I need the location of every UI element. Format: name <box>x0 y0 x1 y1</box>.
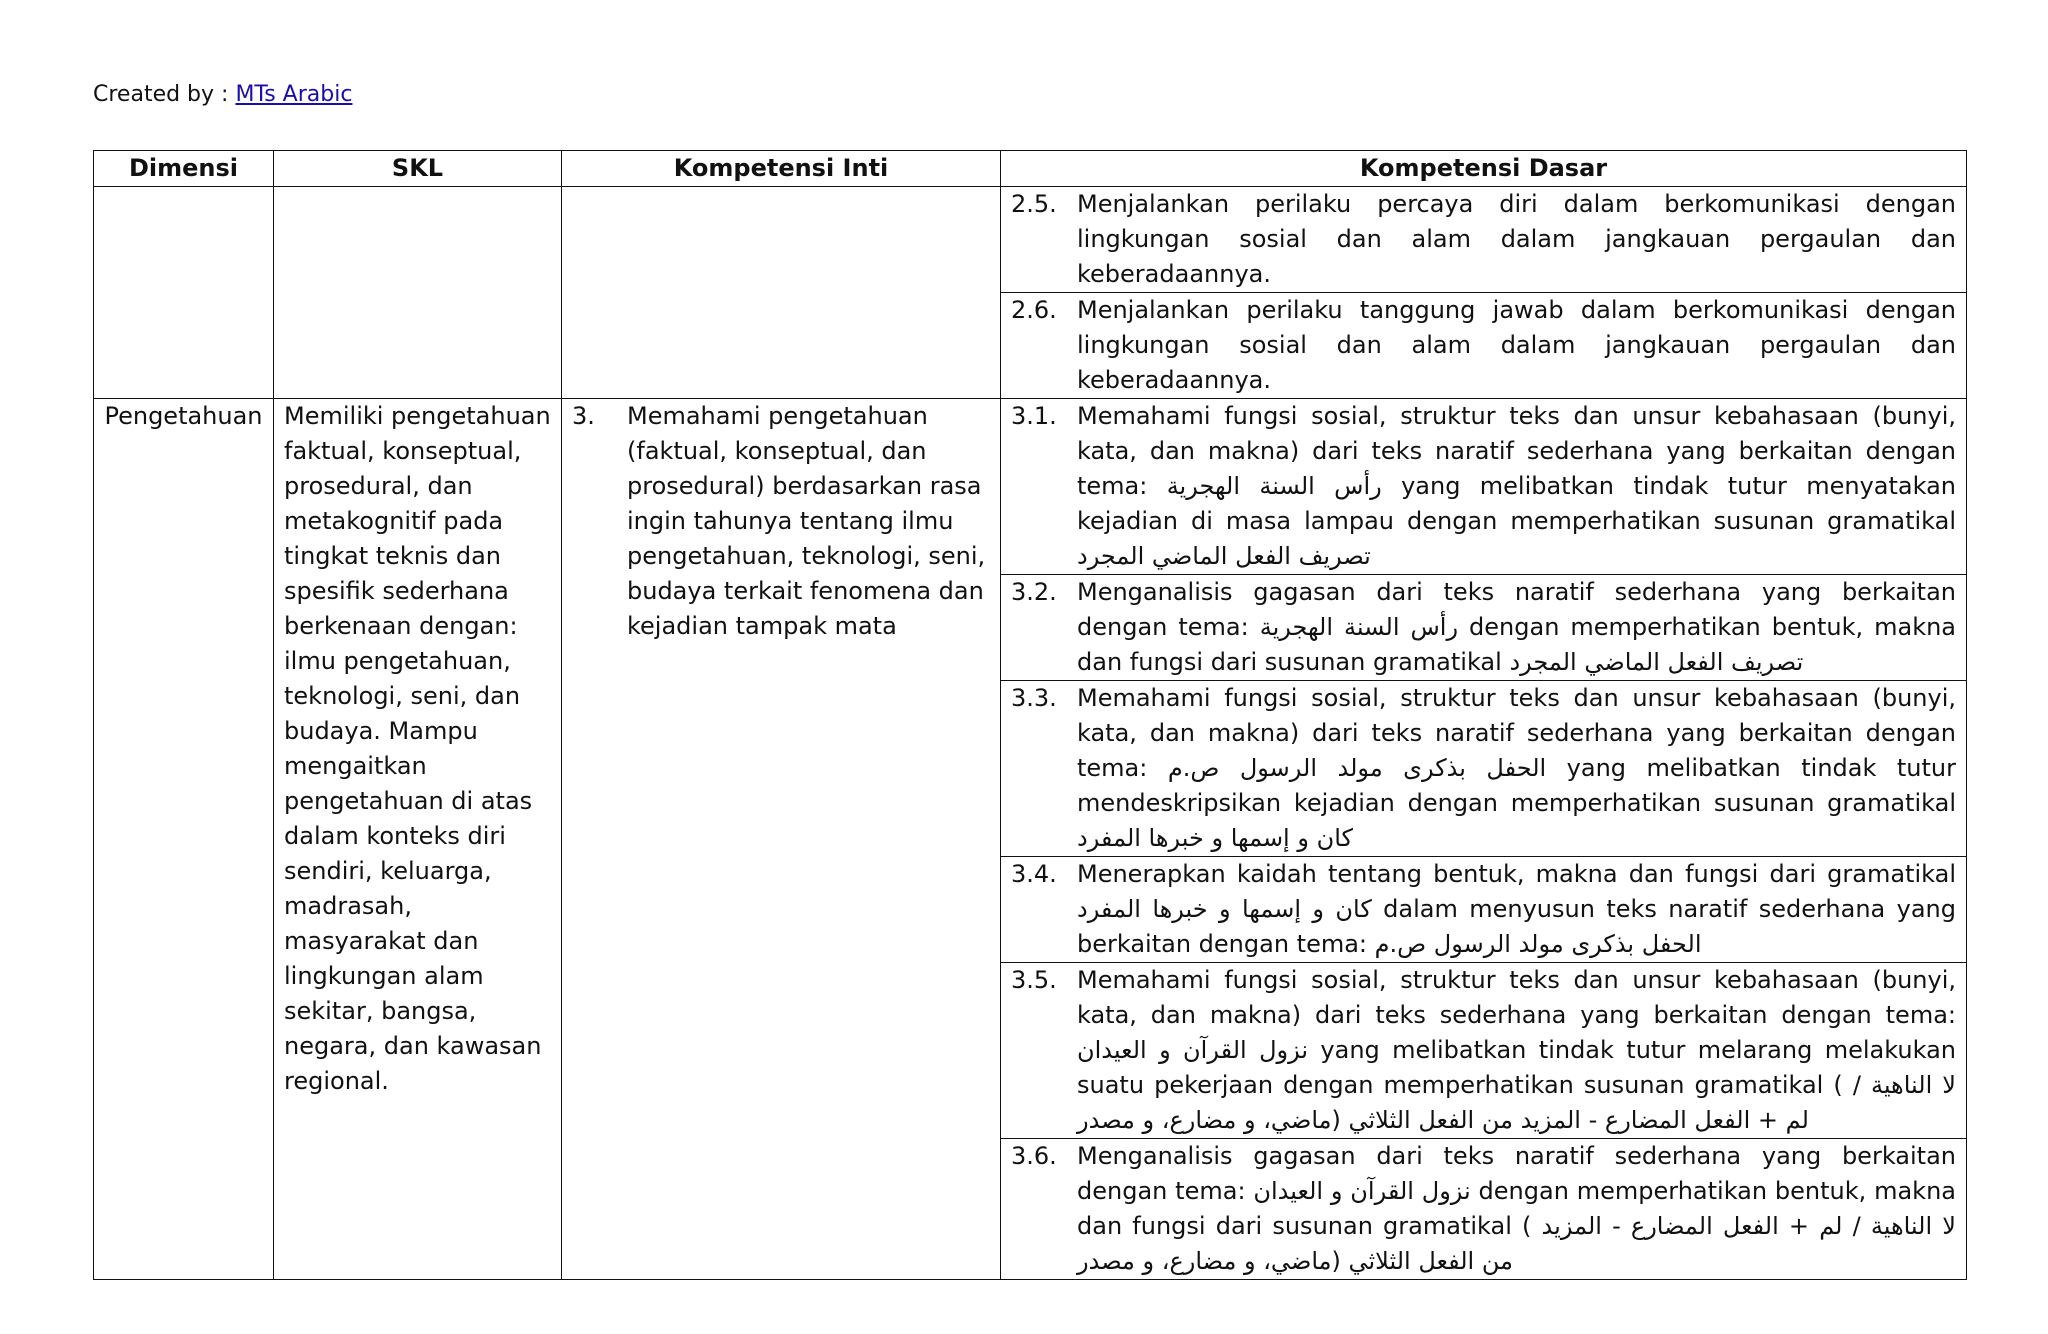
table-row <box>94 399 1967 1280</box>
header-kompetensi-dasar: Kompetensi Dasar <box>1001 151 1967 187</box>
header-skl: SKL <box>274 151 562 187</box>
kd-text: Menganalisis gagasan dari teks naratif sederhana yang berkaitan dengan tema: رأس السنة الهجرية dengan memperhatikan bentuk, makna dan fungsi dari susunan gramatikal تصريف الفعل الماضي المجرد <box>1077 578 1957 676</box>
kd-item-3-4 <box>1001 857 1966 963</box>
kd-text: Menerapkan kaidah tentang bentuk, makna dan fungsi dari gramatikal كان و إسمها و خبرها المفرد dalam menyusun teks naratif sederhana yang berkaitan dengan tema: الحفل بذكرى مولد الرسول ص.م <box>1077 860 1956 958</box>
kd-number: 3.2. <box>1011 578 1057 606</box>
kd-number: 3.1. <box>1011 402 1057 430</box>
kd-number: 2.6. <box>1011 296 1057 324</box>
header-kompetensi-inti: Kompetensi Inti <box>562 151 1001 187</box>
kd-text: Menganalisis gagasan dari teks naratif sederhana yang berkaitan dengan tema: نزول القرآن و العيدان dengan memperhatikan bentuk, makna dan fungsi dari susunan gramatikal ( لا الناهية / لم + الفعل المضارع - المزيد من الفعل الثلاثي (ماضي، و مضارع، و مصدر <box>1077 1142 1956 1275</box>
created-by-link[interactable]: MTs Arabic <box>235 82 353 107</box>
table-row <box>94 187 1967 399</box>
kd-item-3-6 <box>1001 1139 1966 1279</box>
created-by-line <box>93 80 352 110</box>
competency-table <box>93 150 1967 1280</box>
kd-number: 2.5. <box>1011 190 1057 218</box>
kd-item-3-5 <box>1001 963 1966 1139</box>
kd-item-2-5 <box>1001 187 1966 293</box>
ki-cell <box>562 399 1001 1280</box>
kd-cell <box>1001 399 1967 1280</box>
ki-cell-empty <box>562 187 1001 399</box>
kd-number: 3.3. <box>1011 684 1057 712</box>
kd-text: Memahami fungsi sosial, struktur teks dan unsur kebahasaan (bunyi, kata, dan makna) dari teks naratif sederhana yang berkaitan dengan tema: رأس السنة الهجرية yang melibatkan tindak tutur menyatakan kejadian di masa lampau dengan memperhatikan susunan gramatikal تصريف الفعل الماضي المجرد <box>1077 402 1956 570</box>
kd-cell <box>1001 187 1967 399</box>
kd-number: 3.4. <box>1011 860 1057 888</box>
kd-text: Memahami fungsi sosial, struktur teks dan unsur kebahasaan (bunyi, kata, dan makna) dari teks naratif sederhana yang berkaitan dengan tema: الحفل بذكرى مولد الرسول ص.م yang melibatkan tindak tutur mendeskripsikan kejadian dengan memperhatikan susunan gramatikal كان و إسمها و خبرها المفرد <box>1077 684 1956 852</box>
ki-item <box>572 399 990 644</box>
kd-text: Menjalankan perilaku percaya diri dalam berkomunikasi dengan lingkungan sosial dan alam dalam jangkauan pergaulan dan keberadaannya. <box>1077 190 1956 288</box>
kd-item-3-2 <box>1001 575 1966 681</box>
ki-text: Memahami pengetahuan (faktual, konseptual, dan prosedural) berdasarkan rasa ingin tahunya tentang ilmu pengetahuan, teknologi, seni, budaya terkait fenomena dan kejadian tampak mata <box>627 402 986 640</box>
created-by-label: Created by : <box>93 82 236 107</box>
dimensi-cell: Pengetahuan <box>94 399 274 1280</box>
ki-number: 3. <box>572 402 595 430</box>
header-dimensi: Dimensi <box>94 151 274 187</box>
kd-item-3-1 <box>1001 399 1966 575</box>
dimensi-cell-empty <box>94 187 274 399</box>
kd-item-3-3 <box>1001 681 1966 857</box>
kd-item-2-6 <box>1001 293 1966 398</box>
table-header-row <box>94 151 1967 187</box>
kd-text: Memahami fungsi sosial, struktur teks dan unsur kebahasaan (bunyi, kata, dan makna) dari teks sederhana yang berkaitan dengan tema: نزول القرآن و العيدان yang melibatkan tindak tutur melarang melakukan suatu pekerjaan dengan memperhatikan susunan gramatikal ( لا الناهية / لم + الفعل المضارع - المزيد من الفعل الثلاثي (ماضي، و مضارع، و مصدر <box>1077 966 1956 1134</box>
kd-number: 3.5. <box>1011 966 1057 994</box>
kd-text: Menjalankan perilaku tanggung jawab dalam berkomunikasi dengan lingkungan sosial dan alam dalam jangkauan pergaulan dan keberadaannya. <box>1077 296 1956 394</box>
skl-cell-empty <box>274 187 562 399</box>
kd-number: 3.6. <box>1011 1142 1057 1170</box>
skl-cell: Memiliki pengetahuan faktual, konseptual, prosedural, dan metakognitif pada tingkat teknis dan spesifik sederhana berkenaan dengan: ilmu pengetahuan, teknologi, seni, dan budaya. Mampu mengaitkan pengetahuan di atas dalam konteks diri sendiri, keluarga, madrasah, masyarakat dan lingkungan alam sekitar, bangsa, negara, dan kawasan regional. <box>274 399 562 1280</box>
